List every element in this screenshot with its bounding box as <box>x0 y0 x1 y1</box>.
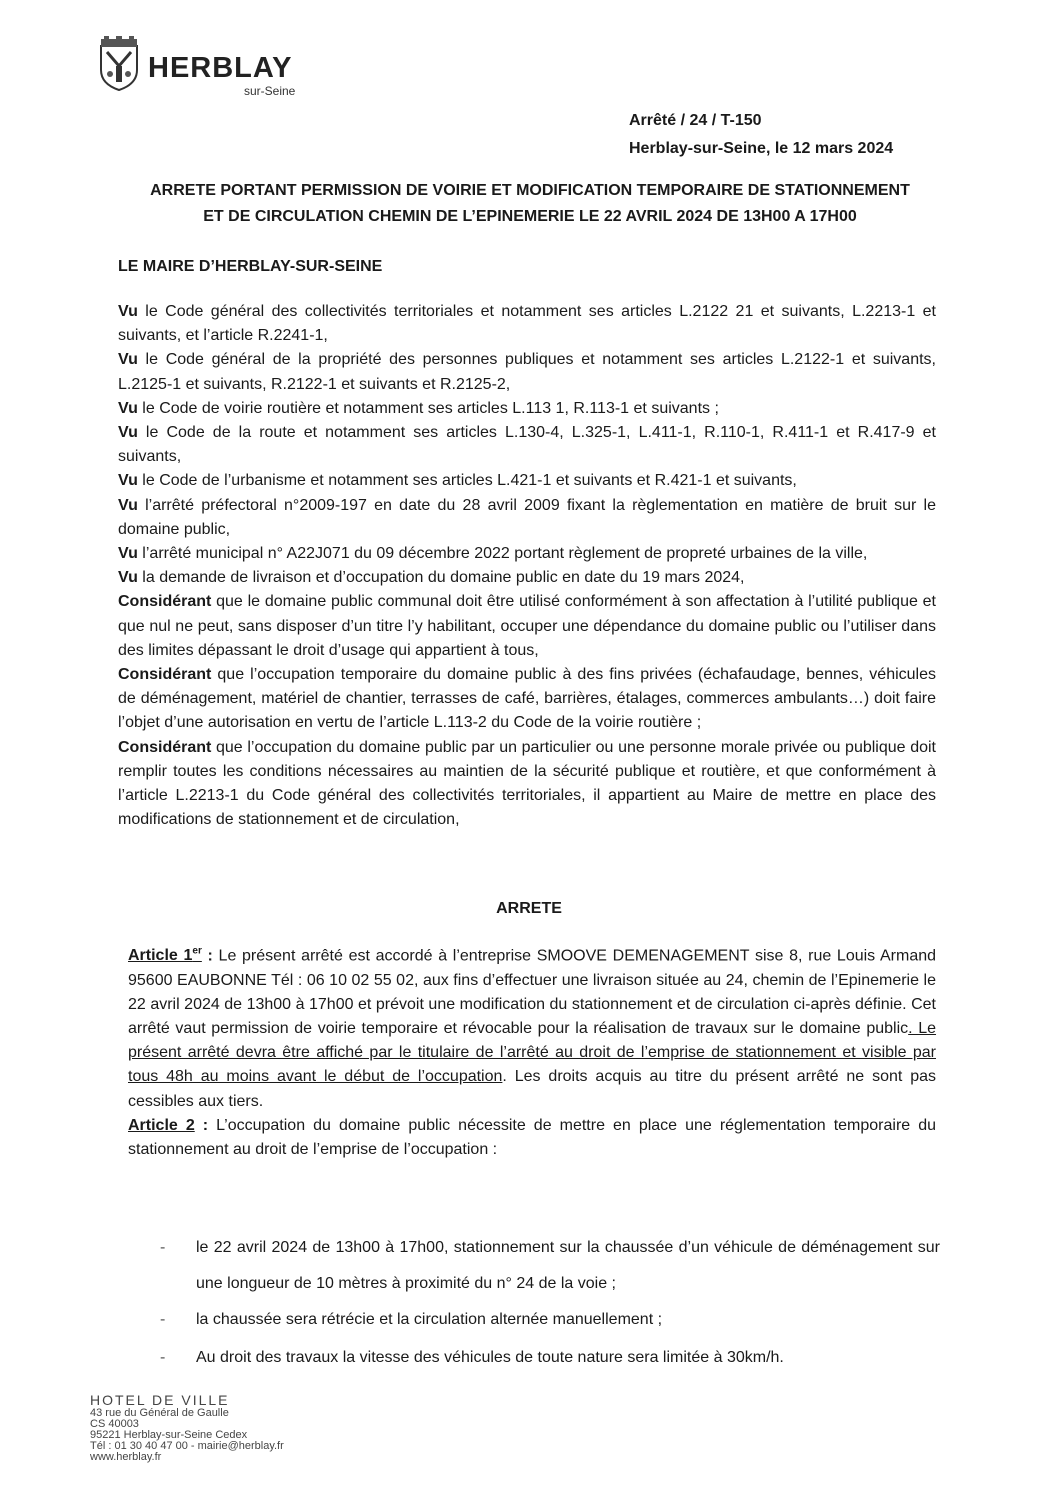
consideration-item <box>118 421 936 469</box>
consideration-text: l’arrêté préfectoral n°2009-197 en date du 28 avril 2009 fixant la règlementation en matière de bruit sur le domaine public, <box>118 496 936 538</box>
document-title <box>100 178 960 230</box>
article-2 <box>128 1114 936 1162</box>
consideration-lead: Vu <box>118 424 138 442</box>
consideration-text: le Code de voirie routière et notamment ses articles L.113 1, R.113-1 et suivants ; <box>137 399 719 417</box>
consideration-lead: Considérant <box>118 738 212 756</box>
consideration-lead: Vu <box>118 399 138 417</box>
list-item <box>160 1346 940 1370</box>
consideration-lead: Considérant <box>118 666 212 684</box>
consideration-lead: Considérant <box>118 593 212 611</box>
reference-block <box>629 107 893 163</box>
consideration-item <box>118 736 936 833</box>
article-1-separator: : <box>201 947 219 965</box>
consideration-lead: Vu <box>118 496 138 514</box>
herblay-logo <box>96 32 316 102</box>
article-1-label: Article 1er <box>128 946 202 965</box>
list-item <box>160 1308 940 1332</box>
title-line-1: ARRETE PORTANT PERMISSION DE VOIRIE ET MODIFICATION TEMPORAIRE DE STATIONNEMENT <box>150 182 910 199</box>
article-1-text-c: . Les droits acquis au titre du présent arrêté ne sont pas cessibles aux tiers. <box>128 1068 936 1110</box>
consideration-item <box>118 348 936 396</box>
consideration-item <box>118 663 936 736</box>
footer-cs: CS 40003 <box>90 1418 139 1430</box>
maire-heading: LE MAIRE D’HERBLAY-SUR-SEINE <box>118 258 383 275</box>
arrete-heading: ARRETE <box>496 900 562 917</box>
footer-hotel-de-ville: HOTEL DE VILLE <box>90 1392 230 1408</box>
consideration-text: l’arrêté municipal n° A22J071 du 09 décembre 2022 portant règlement de propreté urbaines de la ville, <box>137 545 868 563</box>
consideration-item <box>118 300 936 348</box>
consideration-text: le Code de la route et notamment ses articles L.130-4, L.325-1, L.411-1, R.110-1, R.411-1 et R.417-9 et suivants, <box>118 424 936 466</box>
list-item-text: le 22 avril 2024 de 13h00 à 17h00, stationnement sur la chaussée d’un véhicule de déménagement sur une longueur de 10 mètres à proximité du n° 24 de la voie ; <box>196 1239 940 1292</box>
footer-website: www.herblay.fr <box>90 1451 162 1463</box>
article-2-separator: : <box>194 1116 217 1134</box>
consideration-text: le Code général de la propriété des personnes publiques et notamment ses articles L.2122-1 et suivants, L.2125-1 et suivants, R.2122-1 et suivants et R.2125-2, <box>118 351 936 393</box>
logo-name: HERBLAY <box>148 52 293 84</box>
consideration-text: le Code de l’urbanisme et notamment ses articles L.421-1 et suivants et R.421-1 et suivants, <box>137 472 797 490</box>
consideration-text: la demande de livraison et d’occupation du domaine public en date du 19 mars 2024, <box>137 569 745 587</box>
place-date: Herblay-sur-Seine, le 12 mars 2024 <box>629 140 894 157</box>
footer-contact: Tél : 01 30 40 47 00 - mairie@herblay.fr <box>90 1440 284 1452</box>
consideration-lead: Vu <box>118 472 138 490</box>
article-2-label: Article 2 <box>128 1116 195 1134</box>
consideration-item <box>118 494 936 542</box>
consideration-text: que l’occupation du domaine public par un particulier ou une personne morale privée ou publique doit remplir toutes les conditions nécessaires au maintien de la sécurité publique et routière, et que conformément à l’article L.2213-1 du Code général des collectivités territoriales, il appartient au Maire de mettre en place des modifications de stationnement et de circulation, <box>118 738 936 829</box>
consideration-text: le Code général des collectivités territoriales et notamment ses articles L.2122 21 et suivants, L.2213-1 et suivants, et l’article R.2241-1, <box>118 303 936 345</box>
list-item-text: Au droit des travaux la vitesse des véhicules de toute nature sera limitée à 30km/h. <box>196 1349 784 1366</box>
consideration-item <box>118 590 936 663</box>
consideration-item <box>118 566 936 590</box>
city-crest-icon <box>96 36 142 92</box>
bullet-marker: - <box>160 1311 166 1328</box>
article-2-text: L’occupation du domaine public nécessite de mettre en place une réglementation temporaire du stationnement au droit de l’emprise de l’occupation : <box>128 1116 937 1158</box>
articles <box>128 940 936 1162</box>
measures-list <box>160 1230 940 1370</box>
bullet-marker: - <box>160 1239 166 1256</box>
consideration-item <box>118 397 936 421</box>
consideration-lead: Vu <box>118 545 138 563</box>
consideration-lead: Vu <box>118 303 138 320</box>
article-1-display-notice: . Le présent arrêté devra être affiché par le titulaire de l’arrêté au droit de l’emprise de stationnement et visible par tous 48h au moins avant le début de l’occupation <box>128 1019 937 1086</box>
consideration-lead: Vu <box>118 351 138 369</box>
article-1-text-a: Le présent arrêté est accordé à l’entreprise SMOOVE DEMENAGEMENT sise 8, rue Louis Armand 95600 EAUBONNE Tél : 06 10 02 55 02, aux fins d’effectuer une livraison située au 24, chemin de l’Epinemerie le 22 avril 2024 de 13h00 à 17h00 et prévoit une modification du stationnement et de circulation ci-après définie. Cet arrêté vaut permission de voirie temporaire et révocable pour la réalisation de travaux sur le domaine public <box>128 947 937 1037</box>
article-1 <box>128 940 936 1114</box>
footer-address <box>90 1392 284 1463</box>
article-1-sup: er <box>192 946 202 957</box>
bullet-marker: - <box>160 1349 166 1366</box>
decree-reference: Arrêté / 24 / T-150 <box>629 112 762 129</box>
logo-subtitle: sur-Seine <box>244 84 296 98</box>
consideration-item <box>118 469 936 493</box>
list-item-text: la chaussée sera rétrécie et la circulation alternée manuellement ; <box>196 1311 663 1328</box>
list-item <box>160 1230 940 1302</box>
considerations <box>118 300 936 832</box>
footer-city: 95221 Herblay-sur-Seine Cedex <box>90 1429 248 1441</box>
consideration-lead: Vu <box>118 569 138 587</box>
consideration-text: que l’occupation temporaire du domaine public à des fins privées (échafaudage, bennes, véhicules de déménagement, matériel de chantier, terrasses de café, barrières, étalages, commerces ambulants…) doit faire l’objet d’une autorisation en vertu de l’article L.113-2 du Code de la voirie routière ; <box>118 666 936 732</box>
consideration-item <box>118 542 936 566</box>
title-line-2: ET DE CIRCULATION CHEMIN DE L’EPINEMERIE LE 22 AVRIL 2024 DE 13H00 A 17H00 <box>203 208 857 225</box>
footer-street: 43 rue du Général de Gaulle <box>90 1407 229 1419</box>
consideration-text: que le domaine public communal doit être utilisé conformément à son affectation à l’utilité publique et que nul ne peut, sans disposer d’un titre l’y habilitant, occuper une dépendance du domaine public ou l’utiliser dans des limites dépassant le droit d’usage qui appartient à tous, <box>118 593 936 659</box>
